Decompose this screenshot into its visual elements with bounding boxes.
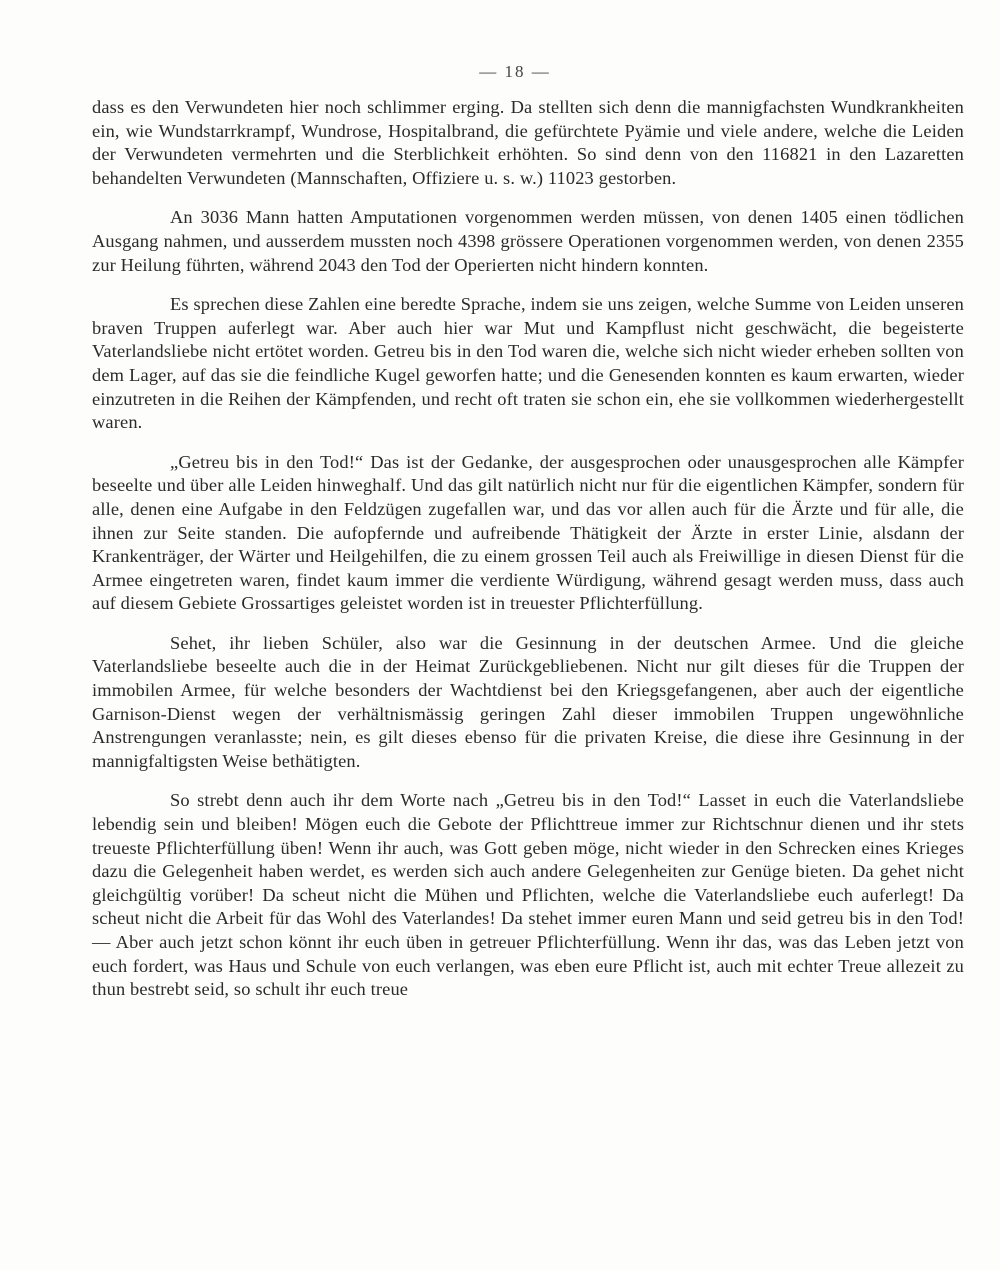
paragraph-6: So strebt denn auch ihr dem Worte nach „Getreu bis in den Tod!“ Lasset in euch die Vaterlandsliebe lebendig sein und bleiben! Mögen euch die Gebote der Pflichttreue immer zur Richtschnur dienen und ihr stets treueste Pflichterfüllung üben! Wenn ihr auch, was Gott geben möge, nicht wieder in den Schrecken eines Krieges dazu die Gelegenheit haben werdet, es werden sich auch andere Gelegenheiten zur Genüge bieten. Da gehet nicht gleichgültig vorüber! Da scheut nicht die Mühen und Pflichten, welche die Vaterlandsliebe euch auferlegt! Da scheut nicht die Arbeit für das Wohl des Vaterlandes! Da stehet immer euren Mann und seid getreu bis in den Tod! — Aber auch jetzt schon könnt ihr euch üben in getreuer Pflichterfüllung. Wenn ihr das, was das Leben jetzt von euch fordert, was Haus und Schule von euch verlangen, was eben eure Pflicht ist, auch mit echter Treue allezeit zu thun bestrebt seid, so schult ihr euch treue <box>92 790 964 1000</box>
page-number: — 18 — <box>479 62 551 81</box>
paragraph-3: Es sprechen diese Zahlen eine beredte Sprache, indem sie uns zeigen, welche Summe von Leiden unseren braven Truppen auferlegt war. Aber auch hier war Mut und Kampflust nicht geschwächt, die begeisterte Vaterlandsliebe nicht ertötet worden. Getreu bis in den Tod waren die, welche sich nicht wieder erheben sollten von dem Lager, auf das sie die feindliche Kugel geworfen hatte; und die Genesenden konnten es kaum erwarten, wieder einzutreten in die Reihen der Kämpfenden, und recht oft traten sie schon ein, ehe sie vollkommen wiederhergestellt waren. <box>92 294 964 433</box>
paragraph-5: Sehet, ihr lieben Schüler, also war die Gesinnung in der deutschen Armee. Und die gleiche Vaterlandsliebe beseelte auch die in der Heimat Zurückgebliebenen. Nicht nur gilt dieses für die Truppen der immobilen Armee, für welche besonders der Wachtdienst bei den Kriegsgefangenen, aber auch der eigentliche Garnison-Dienst wegen der verhältnismässig geringen Zahl dieser immobilen Truppen ungewöhnliche Anstrengungen veranlasste; nein, es gilt dieses ebenso für die privaten Kreise, die diese ihre Gesinnung in der mannigfaltigsten Weise bethätigten. <box>92 632 964 771</box>
paragraph-2: An 3036 Mann hatten Amputationen vorgenommen werden müssen, von denen 1405 einen tödlichen Ausgang nahmen, und ausserdem mussten noch 4398 grössere Operationen vorgenommen werden, von denen 2355 zur Heilung führten, während 2043 den Tod der Operierten nicht hindern konnten. <box>92 207 964 275</box>
body-text <box>92 96 964 1002</box>
paragraph-1: dass es den Verwundeten hier noch schlimmer erging. Da stellten sich denn die mannigfachsten Wundkrankheiten ein, wie Wundstarrkrampf, Wundrose, Hospitalbrand, die gefürchtete Pyämie und viele andere, welche die Leiden der Verwundeten vermehrten und die Sterblichkeit erhöhten. So sind denn von den 116821 in den Lazaretten behandelten Verwundeten (Mannschaften, Offiziere u. s. w.) 11023 gestorben. <box>92 97 964 188</box>
paragraph-4: „Getreu bis in den Tod!“ Das ist der Gedanke, der ausgesprochen oder unausgesprochen alle Kämpfer beseelte und über alle Leiden hinweghalf. Und das gilt natürlich nicht nur für die eigentlichen Kämpfer, sondern für alle, denen eine Aufgabe in den Feldzügen zugefallen war, und das vor allen auch für die Ärzte und für alle, die ihnen zur Seite standen. Die aufopfernde und aufreibende Thätigkeit der Ärzte in erster Linie, alsdann der Krankenträger, der Wärter und Heilgehilfen, die zu einem grossen Teil auch als Freiwillige in diesen Dienst für die Armee eingetreten waren, findet kaum immer die verdiente Würdigung, während gesagt werden muss, dass auch auf diesem Gebiete Grossartiges geleistet worden ist in treuester Pflichterfüllung. <box>92 451 964 614</box>
